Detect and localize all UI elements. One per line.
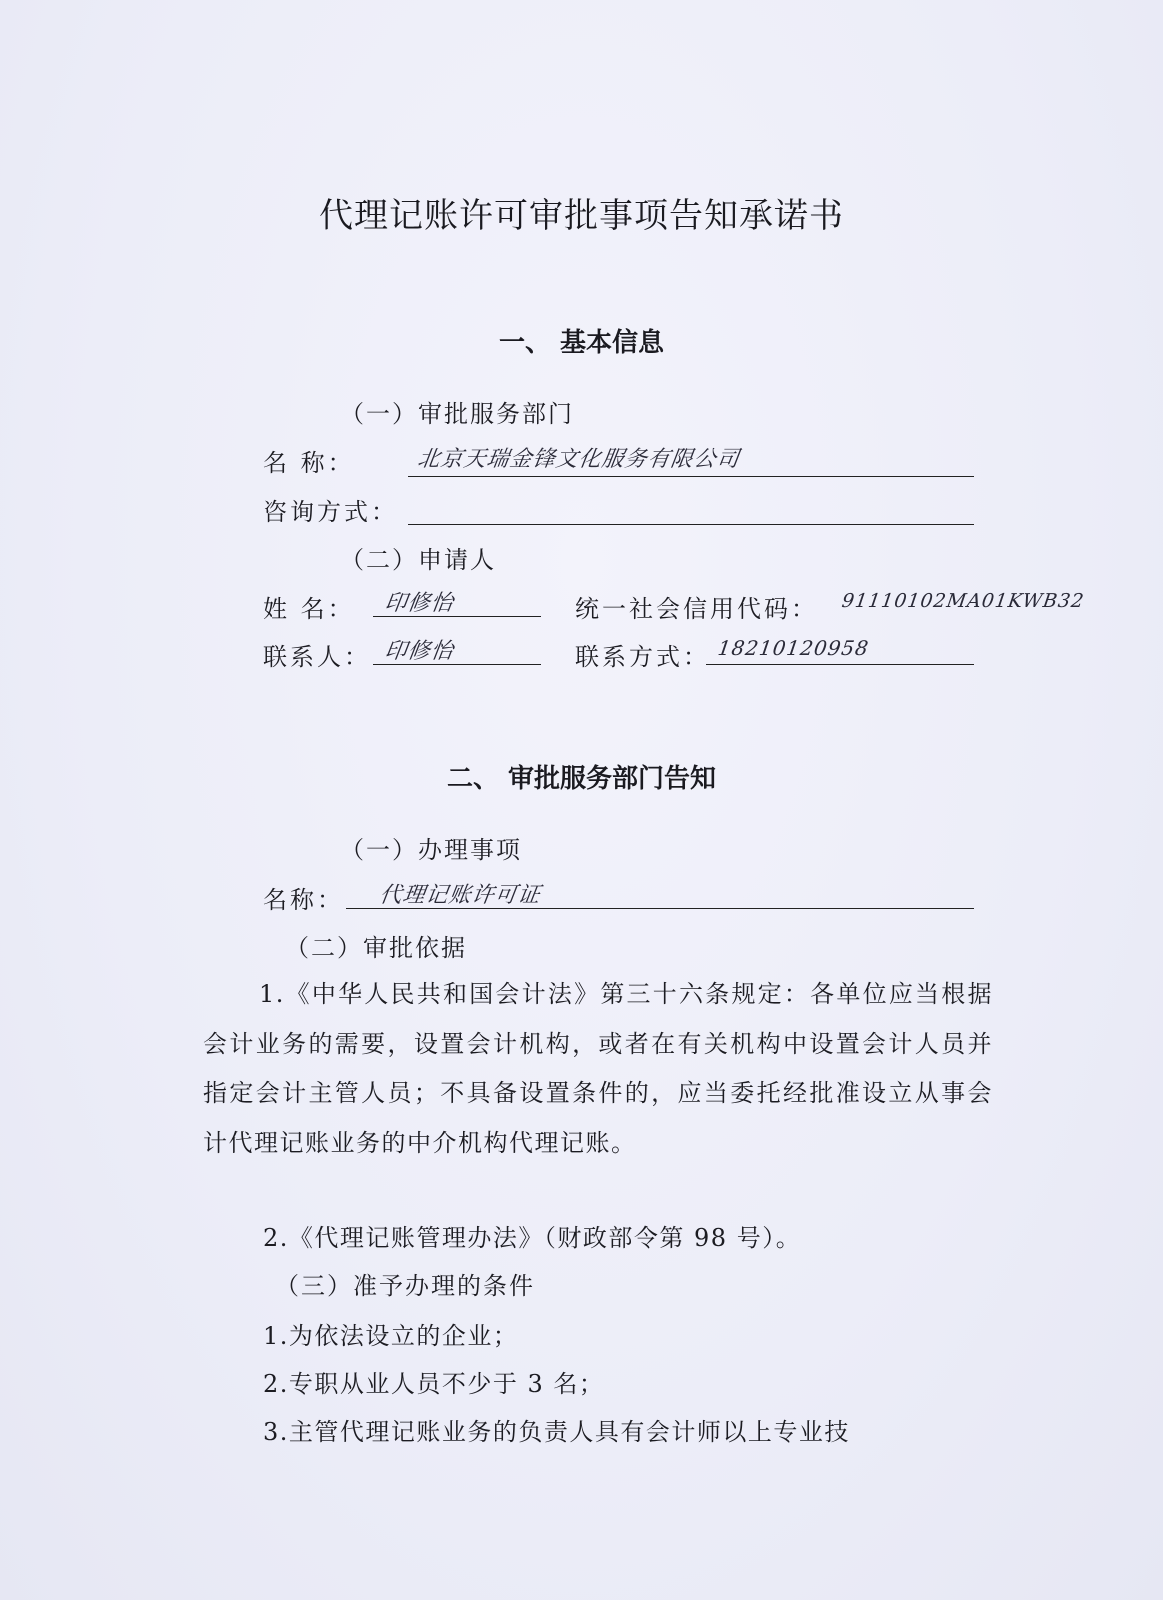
document-title: 代理记账许可审批事项告知承诺书 bbox=[319, 196, 844, 236]
basis-paragraph-1: 1.《中华人民共和国会计法》第三十六条规定：各单位应当根据会计业务的需要，设置会计机构，或者在有关机构中设置会计人员并指定会计主管人员；不具备设置条件的，应当委托经批准设立从事会计代理记账业务的中介机构代理记账。 bbox=[203, 980, 993, 1157]
contact-person-value: 印修怡 bbox=[382, 639, 456, 664]
phone-underline bbox=[706, 664, 974, 665]
conditions-heading: （三）准予办理的条件 bbox=[275, 1272, 535, 1300]
dept-heading: （一）审批服务部门 bbox=[340, 400, 574, 428]
matter-heading: （一）办理事项 bbox=[340, 836, 522, 864]
credit-code-label: 统一社会信用代码： bbox=[575, 595, 818, 623]
phone-label: 联系方式： bbox=[575, 643, 710, 671]
condition-item: 3.主管代理记账业务的负责人具有会计师以上专业技 bbox=[263, 1418, 850, 1446]
credit-code-value: 91110102MA01KWB32 bbox=[840, 590, 1086, 612]
dept-name-value: 北京天瑞金锋文化服务有限公司 bbox=[415, 447, 742, 472]
section-basic-info-heading: 一、 基本信息 bbox=[498, 328, 665, 358]
dept-contact-label: 咨询方式： bbox=[263, 498, 398, 526]
matter-name-label: 名称： bbox=[263, 886, 344, 914]
contact-person-label: 联系人： bbox=[263, 643, 371, 671]
dept-name-underline bbox=[408, 476, 974, 477]
applicant-heading: （二）申请人 bbox=[340, 546, 496, 574]
phone-value: 18210120958 bbox=[716, 636, 871, 660]
condition-item: 2.专职从业人员不少于 3 名； bbox=[263, 1370, 605, 1398]
basis-paragraph-2: 2.《代理记账管理办法》（财政部令第 98 号）。 bbox=[263, 1224, 802, 1252]
condition-item: 1.为依法设立的企业； bbox=[263, 1322, 519, 1350]
applicant-name-value: 印修怡 bbox=[382, 591, 456, 616]
section-notice-heading: 二、 审批服务部门告知 bbox=[446, 764, 717, 794]
dept-contact-underline bbox=[408, 524, 974, 525]
dept-name-label: 名 称： bbox=[263, 449, 355, 477]
matter-name-value: 代理记账许可证 bbox=[377, 883, 543, 908]
applicant-name-label: 姓 名： bbox=[263, 595, 355, 623]
basis-heading: （二）审批依据 bbox=[285, 934, 467, 962]
